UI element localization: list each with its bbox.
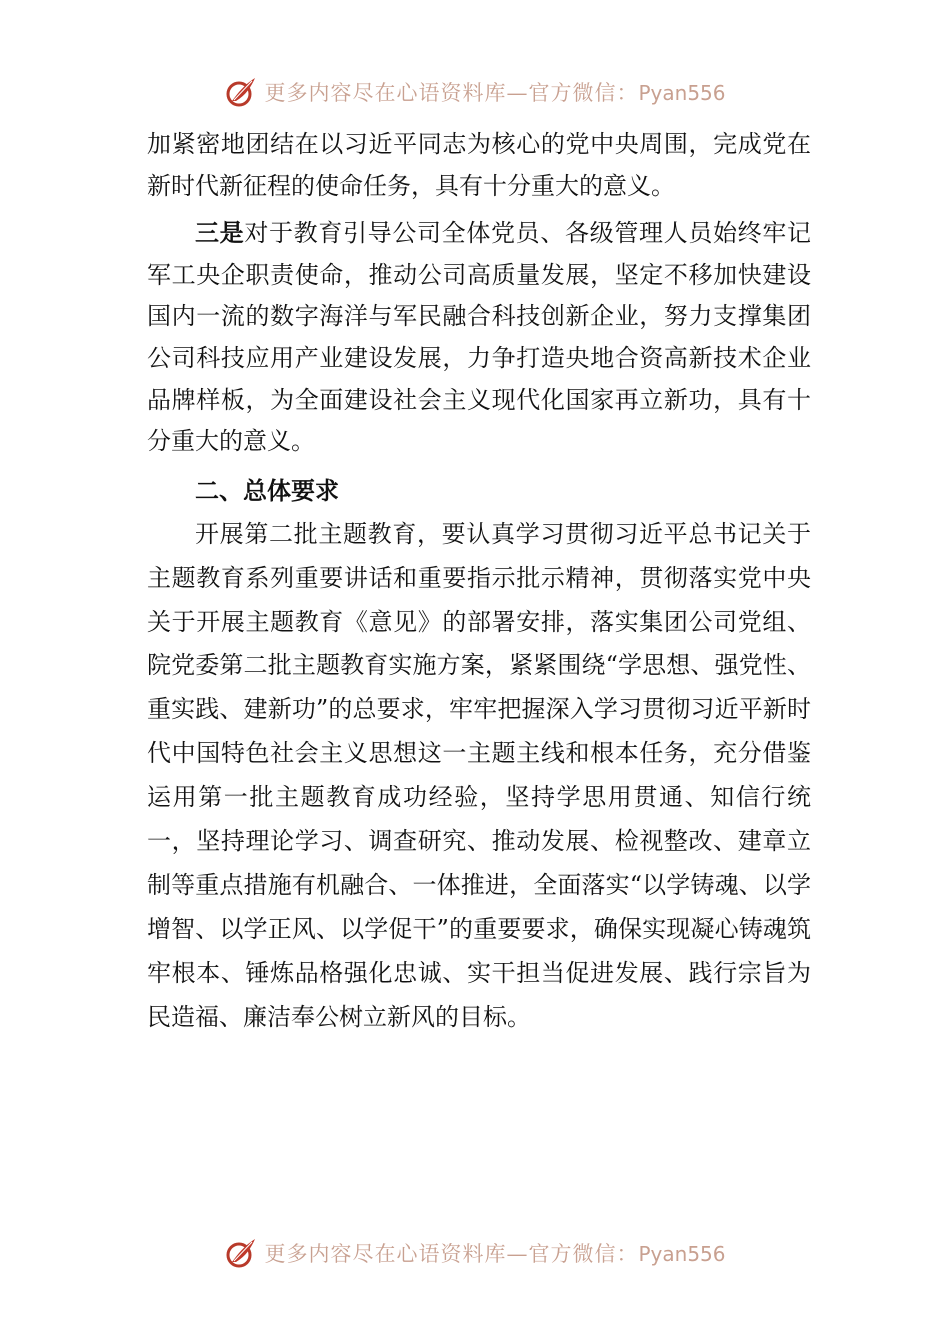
wechat-id: Pyan556	[638, 81, 726, 105]
paragraph-third-point	[147, 213, 811, 463]
feather-leaf-logo	[224, 1236, 258, 1270]
paragraph-lead-bold: 三是	[195, 219, 245, 248]
banner-text: 更多内容尽在心语资料库—官方微信：Pyan556	[264, 81, 726, 105]
footer-banner	[0, 1233, 950, 1273]
wechat-id: Pyan556	[638, 1242, 726, 1266]
paragraph-text: 对于教育引导公司全体党员、各级管理人员始终牢记军工央企职责使命，推动公司高质量发展，坚定不移加快建设国内一流的数字海洋与军民融合科技创新企业，努力支撑集团公司科技应用产业建设发展，力争打造央地合资高新技术企业品牌样板，为全面建设社会主义现代化国家再立新功，具有十分重大的意义。	[147, 219, 812, 456]
paragraph-requirements: 开展第二批主题教育，要认真学习贯彻习近平总书记关于主题教育系列重要讲话和重要指示批示精神，贯彻落实党中央关于开展主题教育《意见》的部署安排，落实集团公司党组、院党委第二批主题教育实施方案，紧紧围绕“学思想、强党性、重实践、建新功”的总要求，牢牢把握深入学习贯彻习近平新时代中国特色社会主义思想这一主题主线和根本任务，充分借鉴运用第一批主题教育成功经验，坚持学思用贯通、知信行统一，坚持理论学习、调查研究、推动发展、检视整改、建章立制等重点措施有机融合、一体推进，全面落实“以学铸魂、以学增智、以学正风、以学促干”的重要要求，确保实现凝心铸魂筑牢根本、锤炼品格强化忠诚、实干担当促进发展、践行宗旨为民造福、廉洁奉公树立新风的目标。	[147, 519, 811, 1031]
banner-text: 更多内容尽在心语资料库—官方微信：Pyan556	[264, 1242, 726, 1266]
document-body	[147, 124, 811, 1040]
feather-leaf-logo	[224, 75, 258, 109]
section-heading: 二、总体要求	[195, 476, 339, 505]
header-banner	[0, 72, 950, 112]
paragraph-continued: 加紧密地团结在以习近平同志为核心的党中央周围，完成党在新时代新征程的使命任务，具有十分重大的意义。	[147, 130, 811, 200]
